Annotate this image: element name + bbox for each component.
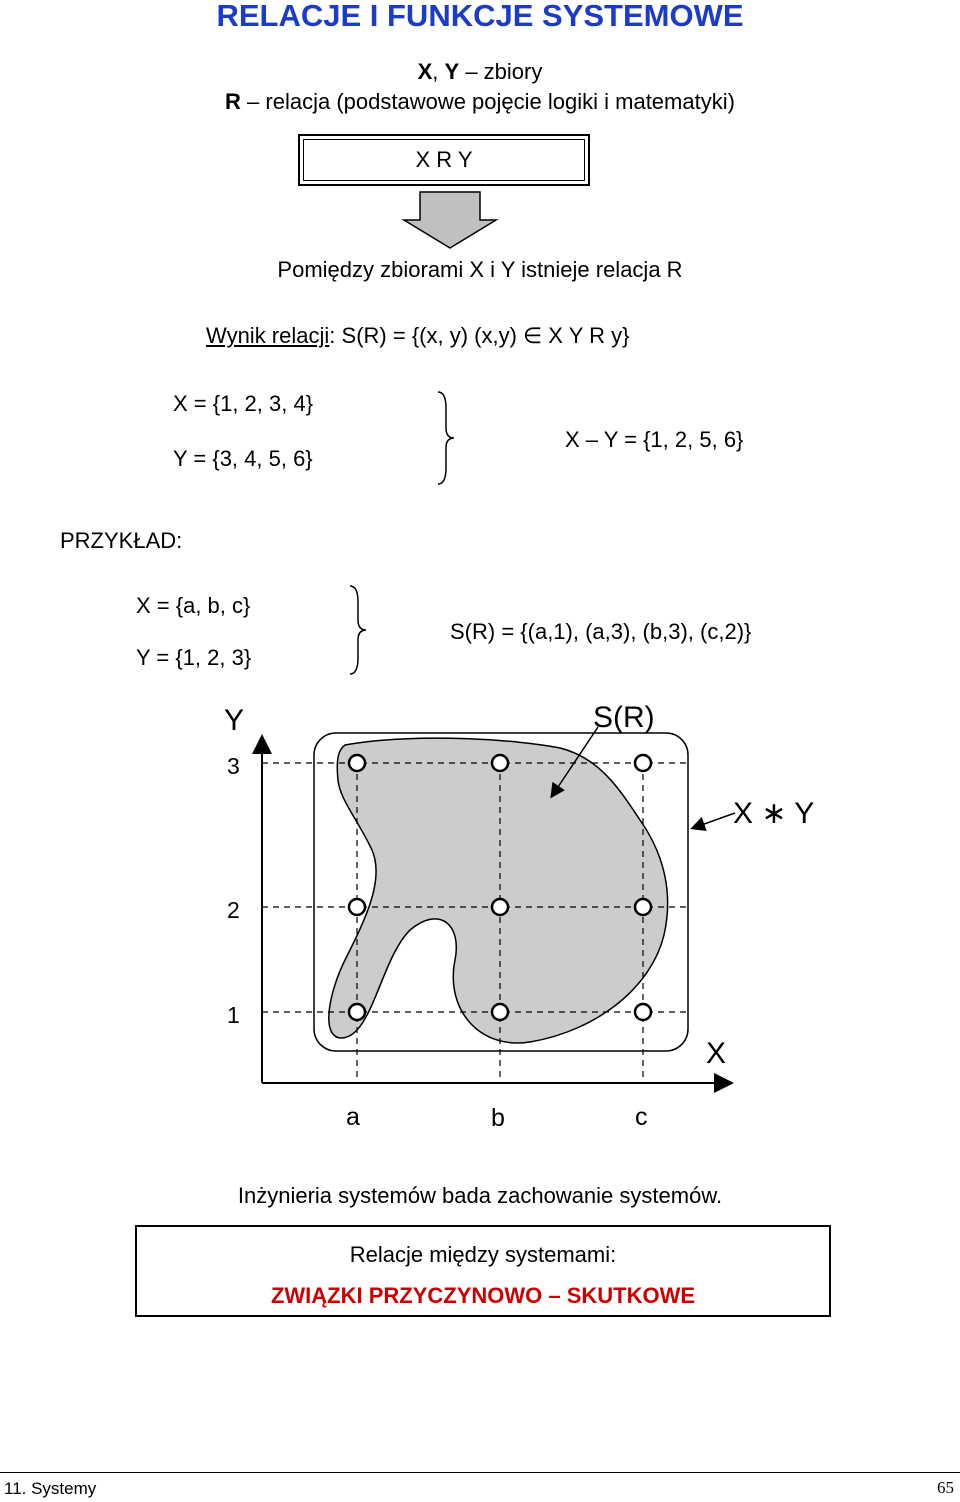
intro-line-relation bbox=[0, 89, 960, 115]
point-a2 bbox=[349, 899, 365, 915]
product-pointer-arrow bbox=[693, 813, 735, 828]
product-label: X ∗ Y bbox=[733, 797, 815, 830]
y-tick-3: 3 bbox=[227, 753, 240, 779]
xry-box bbox=[298, 134, 590, 186]
page-footer-left: 11. Systemy bbox=[4, 1479, 97, 1498]
x-tick-a: a bbox=[346, 1103, 360, 1131]
page-footer-page-number: 65 bbox=[937, 1478, 954, 1497]
sr-label: S(R) bbox=[593, 701, 655, 734]
page-title: RELACJE I FUNKCJE SYSTEMOWE bbox=[216, 0, 744, 33]
intro-x: X bbox=[417, 59, 433, 84]
example1-x-set: X = {1, 2, 3, 4} bbox=[173, 391, 314, 416]
point-b2 bbox=[492, 899, 508, 915]
result-line bbox=[206, 323, 629, 349]
point-a1 bbox=[349, 1004, 365, 1020]
brace-icon bbox=[340, 582, 370, 678]
between-text: Pomiędzy zbiorami X i Y istnieje relacja R bbox=[277, 257, 683, 282]
relations-box-highlight: ZWIĄZKI PRZYCZYNOWO – SKUTKOWE bbox=[270, 1283, 696, 1308]
example2-y-set: Y = {1, 2, 3} bbox=[136, 645, 252, 670]
xry-box-inner bbox=[303, 139, 585, 181]
example2-x-set: X = {a, b, c} bbox=[136, 593, 251, 618]
relation-diagram bbox=[0, 690, 960, 1170]
result-formula: S(R) = {(x, y) (x,y) ∈ X Y R y} bbox=[341, 323, 630, 348]
example2-relation: S(R) = {(a,1), (a,3), (b,3), (c,2)} bbox=[450, 619, 752, 644]
result-label: Wynik relacji bbox=[206, 323, 330, 348]
down-arrow-icon bbox=[400, 190, 500, 252]
relations-box-title: Relacje między systemami: bbox=[349, 1242, 617, 1267]
brace-icon bbox=[428, 388, 458, 488]
x-tick-c: c bbox=[635, 1103, 648, 1131]
point-c3 bbox=[635, 755, 651, 771]
point-b1 bbox=[492, 1004, 508, 1020]
point-a3 bbox=[349, 755, 365, 771]
y-tick-1: 1 bbox=[227, 1002, 240, 1028]
x-tick-b: b bbox=[491, 1104, 505, 1132]
point-c1 bbox=[635, 1004, 651, 1020]
example1-y-set: Y = {3, 4, 5, 6} bbox=[173, 446, 313, 471]
example1-diff: X – Y = {1, 2, 5, 6} bbox=[565, 427, 744, 452]
intro-sets-text: – zbiory bbox=[459, 59, 543, 84]
intro-relation-text: – relacja (podstawowe pojęcie logiki i matematyki) bbox=[240, 89, 735, 114]
page-footer-rule bbox=[0, 1472, 960, 1473]
intro-line-sets bbox=[0, 59, 960, 85]
point-b3 bbox=[492, 755, 508, 771]
xry-label: X R Y bbox=[415, 147, 473, 172]
intro-sep: , bbox=[432, 59, 445, 84]
footer-text: Inżynieria systemów bada zachowanie systemów. bbox=[237, 1183, 723, 1208]
y-axis-label: Y bbox=[224, 704, 245, 737]
intro-r: R bbox=[225, 89, 241, 114]
result-colon: : bbox=[329, 323, 336, 348]
y-tick-2: 2 bbox=[227, 897, 240, 923]
example-header: PRZYKŁAD: bbox=[60, 528, 183, 553]
point-c2 bbox=[635, 899, 651, 915]
relations-box bbox=[135, 1225, 831, 1317]
x-axis-label: X bbox=[706, 1037, 727, 1070]
intro-y: Y bbox=[444, 59, 460, 84]
relation-region bbox=[329, 738, 668, 1043]
